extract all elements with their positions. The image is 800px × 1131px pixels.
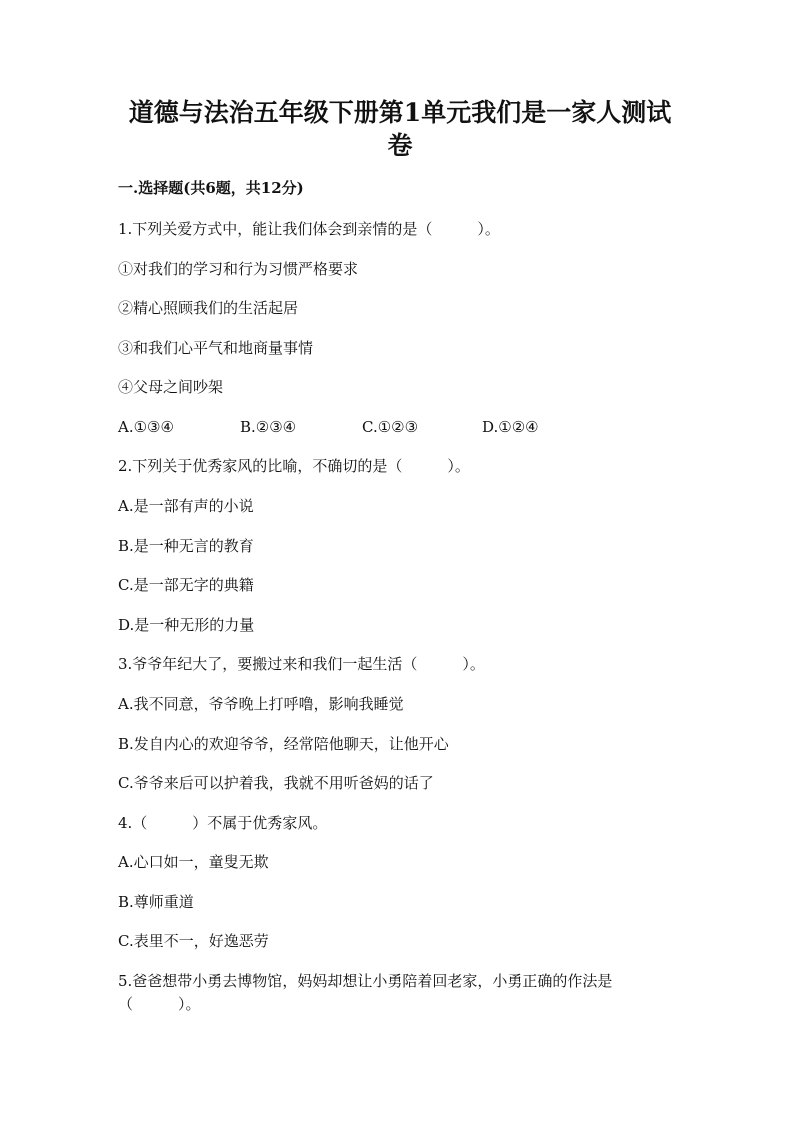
question-3-option-c: C.爷爷来后可以护着我，我就不用听爸妈的话了 [118,774,434,792]
question-1-option-a: A.①③④ [118,418,174,436]
question-1-option-d: D.①②④ [482,418,539,436]
question-1-item-2: ②精心照顾我们的生活起居 [118,299,299,317]
question-2-option-d: D.是一种无形的力量 [118,616,255,634]
exam-title-line1: 道德与法治五年级下册第1单元我们是一家人测试 [128,98,672,127]
exam-title-line2: 卷 [387,131,413,160]
question-3-option-b: B.发自内心的欢迎爷爷，经常陪他聊天，让他开心 [118,735,449,753]
question-3-option-a: A.我不同意，爷爷晚上打呼噜，影响我睡觉 [118,695,404,713]
question-1-item-4: ④父母之间吵架 [118,378,224,396]
question-1-stem: 1.下列关爱方式中，能让我们体会到亲情的是（ ）。 [118,220,500,238]
question-1-item-3: ③和我们心平气和地商量事情 [118,339,314,357]
question-5-stem-line1: 5.爸爸想带小勇去博物馆，妈妈却想让小勇陪着回老家，小勇正确的作法是 [118,972,613,990]
question-5-stem-line2: （ ）。 [118,995,201,1013]
question-2-option-c: C.是一部无字的典籍 [118,576,254,594]
question-1-option-c: C.①②③ [362,418,419,436]
question-4-option-c: C.表里不一，好逸恶劳 [118,932,269,950]
question-4-stem: 4.（ ）不属于优秀家风。 [118,814,328,832]
question-2-stem: 2.下列关于优秀家风的比喻，不确切的是（ ）。 [118,457,470,475]
question-4-option-a: A.心口如一，童叟无欺 [118,853,269,871]
question-4-option-b: B.尊师重道 [118,893,194,911]
exam-title [100,96,700,162]
question-2-option-a: A.是一部有声的小说 [118,497,254,515]
question-3-stem: 3.爷爷年纪大了，要搬过来和我们一起生活（ ）。 [118,655,485,673]
section-heading: 一.选择题(共6题，共12分) [118,179,304,197]
question-2-option-b: B.是一种无言的教育 [118,537,254,555]
question-1-option-b: B.②③④ [240,418,297,436]
question-1-item-1: ①对我们的学习和行为习惯严格要求 [118,260,359,278]
